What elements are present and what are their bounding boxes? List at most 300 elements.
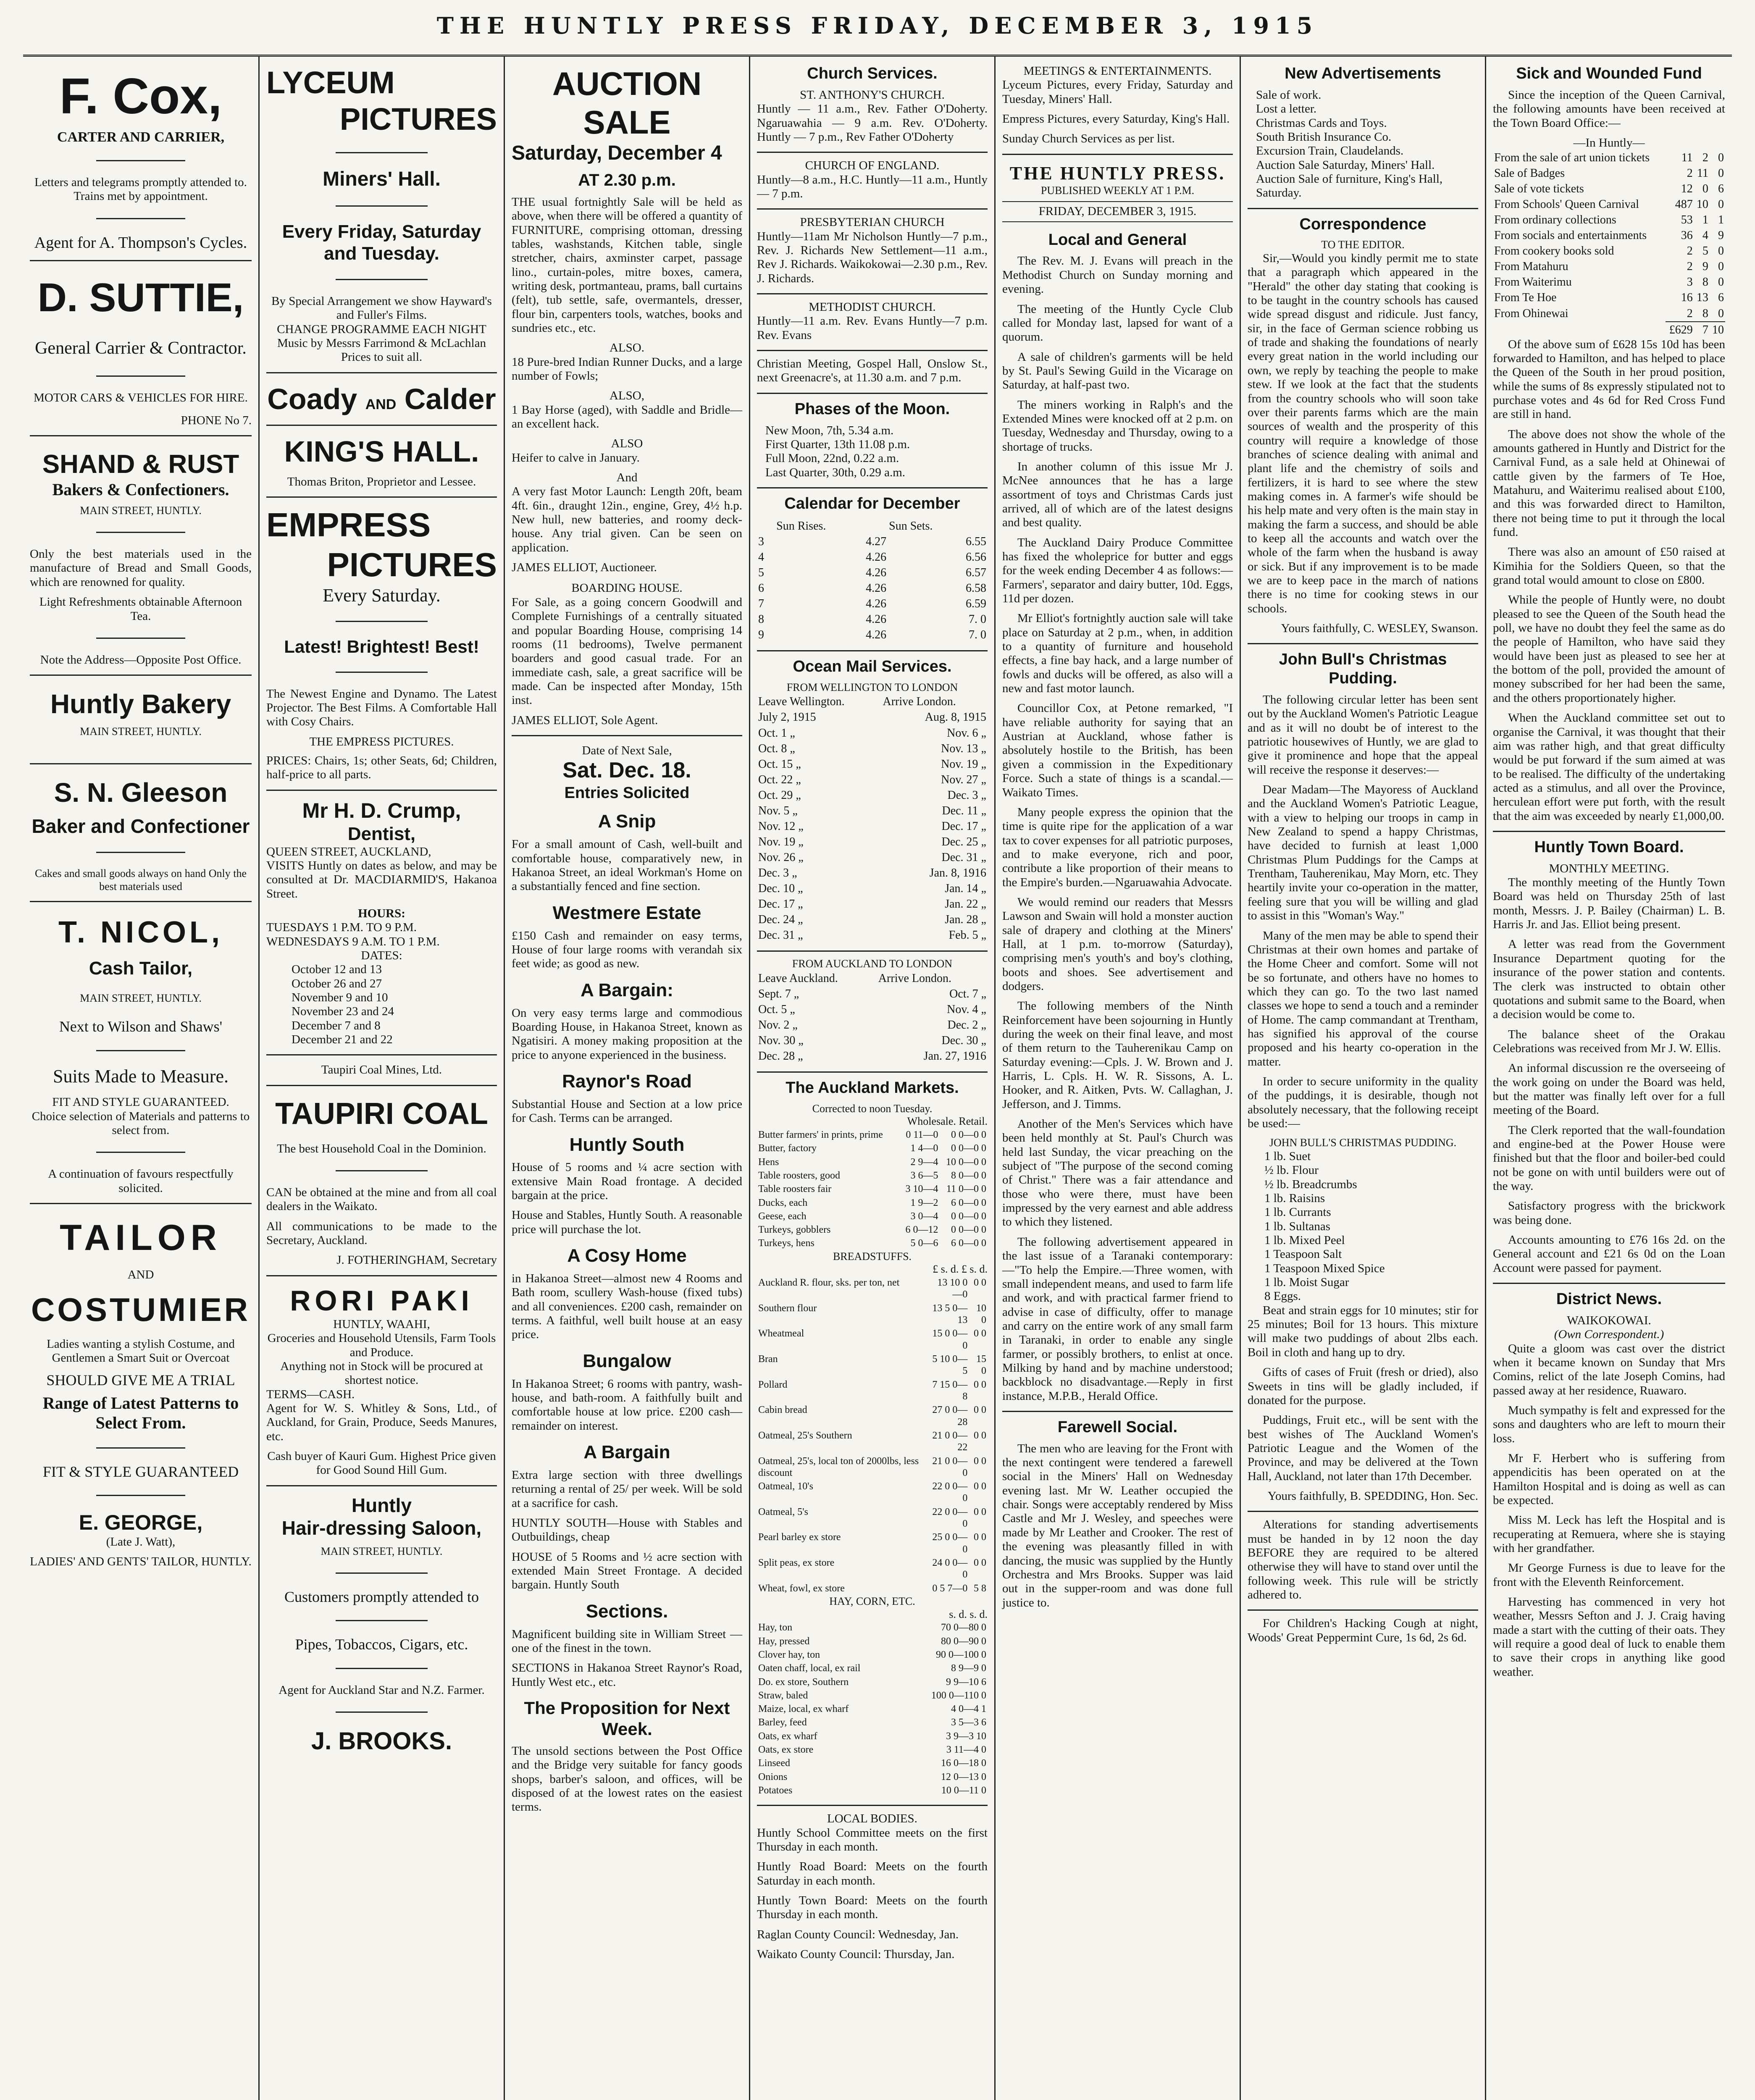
church-presbyterian-text: Huntly—11am Mr Nicholson Huntly—7 p.m., Rev. J. Richards New Settlement—11 a.m., Rev J. Richards. Waikokowai—2.30 p.m., Rev. J. Richards.: [757, 229, 988, 285]
mail-wellington: FROM WELLINGTON TO LONDON: [786, 681, 958, 693]
table-cell: 6.59: [966, 597, 986, 610]
table-cell: Aug. 8, 1915: [925, 711, 986, 724]
table-cell: 0 0: [974, 1430, 986, 1441]
table-row: [757, 881, 988, 896]
table-row: [757, 788, 988, 803]
rori-paki-agent: Agent for W. S. Whitley & Sons, Ltd., of Auckland, for Grain, Produce, Seeds Manures, etc.: [266, 1401, 497, 1443]
rori-paki-kauri: Cash buyer of Kauri Gum. Highest Price given for Good Sound Hill Gum.: [267, 1449, 496, 1477]
lyceum-pictures: PICTURES: [339, 102, 497, 137]
divider: [336, 152, 428, 153]
table-row: [1493, 306, 1725, 322]
taupiri-secretary: J. FOTHERINGHAM, Secretary: [336, 1253, 497, 1267]
cosy-title: A Cosy Home: [567, 1245, 687, 1266]
divider: [336, 621, 428, 622]
table-row: [757, 1142, 988, 1155]
table-cell: 7. 0: [969, 628, 986, 641]
divider: [336, 205, 428, 207]
church-methodist-text: Huntly—11 a.m. Rev. Evans Huntly—7 p.m. Rev. Evans: [757, 314, 988, 342]
divider: [30, 435, 252, 436]
table-row: [757, 1689, 988, 1702]
divider: [96, 1152, 185, 1153]
table-cell: 5 10 0—5: [932, 1354, 968, 1377]
column-5: [996, 57, 1241, 2100]
nicol-favours: A continuation of favours respectfully solicited.: [48, 1167, 234, 1195]
table-cell: Dec. 2 „: [947, 1018, 986, 1032]
table-cell: 6.57: [966, 566, 986, 579]
huntly-south-text: House of 5 rooms and ¼ acre section with extensive Main Road frontage. A decided bargain at the price.: [512, 1160, 742, 1202]
church-presbyterian: PRESBYTERIAN CHURCH: [757, 208, 988, 229]
markets-cols: Wholesale. Retail.: [907, 1115, 988, 1128]
divider: [96, 1495, 185, 1496]
coady-name: Coady: [267, 382, 357, 415]
sections-text: Magnificent building site in William Street — one of the finest in the town.: [512, 1627, 742, 1655]
lyceum-prices: Prices to suit all.: [341, 350, 423, 364]
table-row: [757, 627, 988, 643]
table-cell: 6 0—12: [905, 1224, 938, 1236]
george-late: (Late J. Watt),: [106, 1535, 176, 1549]
table-cell: 0 0: [974, 1557, 986, 1569]
press-sub: PUBLISHED WEEKLY AT 1 P.M.: [1040, 184, 1195, 197]
nicol-next: Next to Wilson and Shaws': [59, 1018, 223, 1035]
empress-prices: PRICES: Chairs, 1s; other Seats, 6d; Children, half-price to all parts.: [266, 753, 497, 782]
table-cell: Ducks, each: [758, 1197, 808, 1208]
table-cell: Oct. 7 „: [949, 987, 986, 1000]
table-cell: Nov. 13 „: [941, 742, 986, 755]
table-cell: 12 0—13 0: [941, 1771, 986, 1782]
table-cell: 0: [1718, 198, 1724, 211]
taupiri-best: The best Household Coal in the Dominion.: [277, 1142, 486, 1155]
table-row: [757, 1378, 988, 1404]
news-paragraph: In another column of this issue Mr J. McNee announces that he has a large assortment of toys and Christmas Cards just arrived, all of which are of the latest designs and best quality.: [1002, 459, 1233, 530]
table-cell: Nov. 30 „: [758, 1034, 804, 1047]
table-cell: 11: [1681, 151, 1693, 165]
table-row: [757, 1716, 988, 1729]
table-cell: 0 0—0 0: [951, 1129, 986, 1140]
table-header: Leave Wellington.: [758, 695, 845, 709]
table-cell: 5: [1702, 244, 1708, 258]
table-row: [757, 1048, 988, 1064]
nicol-choice: Choice selection of Materials and patterns to select from.: [32, 1109, 250, 1137]
table-row: [1493, 259, 1725, 274]
table-cell: 0 0: [974, 1481, 986, 1492]
table-row: [757, 1128, 988, 1142]
mail-auckland: FROM AUCKLAND TO LONDON: [757, 950, 988, 971]
table-cell: 3 9—3 10: [946, 1730, 986, 1742]
table-row: [757, 834, 988, 850]
church-anthony-text: Huntly — 11 a.m., Rev. Father O'Doherty. Ngaruawahia — 9 a.m. Rev. O'Doherty. Huntly — 7 p.m., Rev Father O'Doherty: [757, 102, 988, 144]
table-cell: 0 0: [974, 1532, 986, 1543]
table-cell: Nov. 6 „: [947, 726, 986, 740]
correspondence-sign: Yours faithfully, C. WESLEY, Swanson.: [1281, 622, 1478, 635]
total-pounds: £629: [1666, 322, 1694, 338]
shand-address: MAIN STREET, HUNTLY.: [80, 504, 202, 517]
new-ad-item: South British Insurance Co.: [1256, 130, 1392, 144]
town-board-paragraph: An informal discussion re the overseeing of the work going on under the Board was held, but the matter was finally left over for a full meeting of the Board.: [1493, 1061, 1725, 1117]
empress-latest: Latest! Brightest! Best!: [284, 637, 479, 656]
table-row: [757, 1276, 988, 1302]
divider: [512, 735, 742, 736]
table-cell: Sale of Badges: [1494, 167, 1565, 180]
table-cell: 4.26: [866, 612, 887, 626]
table-cell: Feb. 5 „: [948, 928, 986, 942]
moon-line: Last Quarter, 30th, 0.29 a.m.: [765, 465, 906, 479]
table-row: [1493, 181, 1725, 197]
table-cell: Nov. 26 „: [758, 850, 804, 864]
taupiri-text: CAN be obtained at the mine and from all coal dealers in the Waikato.: [266, 1185, 497, 1213]
table-row: [757, 1635, 988, 1648]
table-row: [757, 1662, 988, 1675]
table-cell: 0 0—0 0: [951, 1143, 986, 1154]
hay-table: [757, 1621, 988, 1797]
table-cell: Turkeys, gobblers: [758, 1224, 831, 1236]
crump-name: Mr H. D. Crump,: [302, 798, 461, 822]
kings-hall-text: Thomas Briton, Proprietor and Lessee.: [287, 475, 476, 488]
church-title: Church Services.: [807, 65, 938, 82]
pudding-paragraph: In order to secure uniformity in the quality of the puddings, it is desirable, though not absolutely necessary, that the following receipt be used:—: [1248, 1074, 1478, 1130]
recipe-item: 1 lb. Mixed Peel: [1264, 1234, 1345, 1247]
shand-name: SHAND & RUST: [42, 450, 239, 479]
hay-body: [757, 1621, 988, 1797]
hair-town: Huntly: [351, 1494, 412, 1516]
table-cell: 11: [1697, 167, 1708, 180]
tailor-and: AND: [127, 1268, 154, 1281]
divider: [30, 901, 252, 902]
table-cell: Sale of vote tickets: [1494, 182, 1584, 196]
table-row: [757, 518, 988, 534]
table-row: [757, 1327, 988, 1352]
table-cell: July 2, 1915: [758, 711, 816, 724]
district-paragraph: Much sympathy is felt and expressed for the sons and daughters who are left to mourn their loss.: [1493, 1403, 1725, 1445]
rori-paki-terms: TERMS—CASH.: [266, 1387, 355, 1401]
local-body-item: Huntly Road Board: Meets on the fourth Saturday in each month.: [757, 1860, 988, 1887]
total-pence: 10: [1710, 322, 1725, 338]
table-row: [757, 1454, 988, 1480]
table-cell: 9 9—10 6: [946, 1676, 986, 1688]
farewell-text: The men who are leaving for the Front with the next contingent were tendered a farewell social in the Miners' Hall on Wednesday evening last. Mr W. Leather occupied the chair. Songs were acceptably rendered by Miss Castle and Mr J. Wesley, and speeches were made by Mr Leather and Crooker. The rest of the evening was pleasantly filled in with dancing, the music was supplied by the Huntly Orchestra and Mrs Brooks. Supper was laid out in the supper-room and was done full justice to.: [1002, 1441, 1233, 1609]
table-cell: 70 0—80 0: [941, 1622, 986, 1633]
district-place: WAIKOKOWAI.: [1567, 1313, 1651, 1327]
gospel-meeting: Christian Meeting, Gospel Hall, Onslow St., next Greenacre's, at 11.30 a.m. and 7 p.m.: [757, 350, 988, 385]
cox-name: F. Cox,: [59, 68, 222, 124]
table-row: [757, 850, 988, 865]
total-shillings: 7: [1694, 322, 1710, 338]
table-cell: 11 0—0 0: [946, 1184, 986, 1195]
table-cell: Oats, ex wharf: [758, 1730, 817, 1742]
empress-pictures: PICTURES: [327, 546, 497, 583]
mail-body-2: [757, 986, 988, 1064]
table-row: [757, 1582, 988, 1595]
bakery-name: Huntly Bakery: [50, 689, 231, 719]
town-board-paragraph: Accounts amounting to £76 16s 2d. on the General account and £21 6s 0d on the Loan Account were passed for payment.: [1493, 1233, 1725, 1275]
masthead: THE HUNTLY PRESS FRIDAY, DECEMBER 3, 1915: [436, 12, 1319, 39]
date-item: October 12 and 13: [292, 963, 382, 976]
table-cell: 2: [1687, 167, 1693, 180]
news-paragraph: Another of the Men's Services which have been held monthly at St. Paul's Church was held last Sunday, the vicar preaching on the subject of "The purpose of the second coming of Christ." There was a fair attendance and those who were there, must have been impressed by the very earnest and able address to which they listened.: [1002, 1117, 1233, 1229]
table-header: Sun Rises.: [776, 519, 826, 533]
mail-table: [757, 694, 988, 943]
divider: [266, 1275, 497, 1276]
rori-paki-stock: Anything not in Stock will be procured at shortest notice.: [280, 1359, 483, 1387]
table-cell: 3: [1687, 276, 1693, 289]
westmere-title: Westmere Estate: [552, 902, 701, 923]
rori-paki-goods: Groceries and Household Utensils, Farm Tools and Produce.: [267, 1331, 496, 1359]
table-cell: 16: [1681, 291, 1693, 304]
cox-agent: Agent for A. Thompson's Cycles.: [34, 234, 247, 252]
calendar-title: Calendar for December: [757, 487, 988, 513]
table-cell: 3 5—3 6: [951, 1717, 986, 1728]
table-row: [757, 1017, 988, 1033]
auction-heifer: Heifer to calve in January.: [512, 451, 640, 465]
suttie-phone: PHONE No 7.: [181, 413, 252, 427]
news-paragraph: The Rev. M. J. Evans will preach in the Methodist Church on Sunday morning and evening.: [1002, 254, 1233, 296]
recipe-title: JOHN BULL'S CHRISTMAS PUDDING.: [1269, 1137, 1457, 1149]
table-row: [757, 1429, 988, 1454]
table-cell: 13 5 0—13: [932, 1302, 968, 1326]
crump-tuesday: TUESDAYS 1 P.M. TO 9 P.M.: [266, 921, 417, 934]
table-row: [757, 1770, 988, 1784]
nicol-name: T. NICOL,: [58, 915, 223, 949]
table-cell: 2: [1687, 307, 1693, 320]
bargain2-text: Extra large section with three dwellings returning a rental of 25/ per week. Will be sold at a sacrifice for cash.: [512, 1468, 742, 1510]
table-cell: Sept. 7 „: [758, 987, 799, 1000]
table-cell: 9: [758, 628, 764, 641]
pudding-paragraph: The following circular letter has been sent out by the Auckland Women's Patriotic League and as it will no doubt be of interest to the patriotic housewives of Huntly, we are glad to give it prominence and hope that the appeal will receive the response it deserves:—: [1248, 693, 1478, 777]
table-cell: 22 0 0—0: [932, 1481, 968, 1504]
divider: [336, 1712, 428, 1713]
raynor-title: Raynor's Road: [562, 1071, 692, 1092]
empress-every: Every Saturday.: [323, 585, 441, 606]
table-cell: 27 0 0—28: [932, 1404, 968, 1428]
table-cell: 487: [1675, 198, 1693, 211]
divider: [266, 372, 497, 373]
table-cell: 9: [1718, 229, 1724, 242]
table-row: [1493, 228, 1725, 243]
auction-day: Saturday, December 4: [512, 142, 722, 165]
table-cell: 24 0 0—0: [932, 1557, 968, 1580]
taupiri-small: Taupiri Coal Mines, Ltd.: [321, 1063, 442, 1077]
divider: [96, 532, 185, 533]
table-cell: From cookery books sold: [1494, 244, 1614, 258]
table-cell: From Ohinewai: [1494, 307, 1568, 320]
table-row: [757, 1155, 988, 1169]
table-row: [757, 612, 988, 627]
table-cell: 13 10 0—0: [937, 1277, 968, 1300]
divider: [96, 218, 185, 219]
table-row: [757, 534, 988, 549]
table-row: [1493, 197, 1725, 212]
table-cell: [757, 518, 775, 534]
divider: [96, 852, 185, 853]
taupiri-title: TAUPIRI COAL: [275, 1097, 488, 1131]
table-cell: 3 10—4: [905, 1184, 938, 1195]
church-anthony: ST. ANTHONY'S CHURCH.: [800, 88, 945, 102]
table-header: Leave Auckland.: [758, 971, 838, 985]
divider: [30, 260, 252, 261]
moon-line: First Quarter, 13th 11.08 p.m.: [765, 437, 910, 451]
george-name: E. GEORGE,: [79, 1510, 203, 1534]
table-cell: 6 0—0 0: [951, 1197, 986, 1208]
calendar-body: [757, 534, 988, 643]
table-row: [757, 912, 988, 927]
westmere-text: £150 Cash and remainder on easy terms, House of four large rooms with verandah six feet wide; as good as new.: [512, 929, 742, 971]
tailor-fit: FIT & STYLE GUARANTEED: [42, 1463, 239, 1480]
table-cell: 0 0: [974, 1404, 986, 1416]
table-row: [757, 1743, 988, 1756]
table-cell: 10 0—0 0: [946, 1156, 986, 1168]
recipe-item: 1 lb. Suet: [1264, 1150, 1311, 1163]
table-row: [1493, 322, 1725, 338]
divider: [266, 790, 497, 791]
local-body-item: Huntly School Committee meets on the first Thursday in each month.: [757, 1826, 988, 1854]
crump-dates: [266, 963, 497, 1047]
table-cell: Auckland R. flour, sks. per ton, net: [758, 1277, 900, 1289]
meetings-text2: Empress Pictures, every Saturday, King's Hall.: [1002, 112, 1230, 126]
table-cell: Bran: [758, 1354, 778, 1365]
table-cell: Linseed: [758, 1758, 790, 1769]
local-body-item: Waikato County Council: Thursday, Jan.: [757, 1948, 955, 1961]
table-row: [757, 1302, 988, 1327]
table-cell: Oaten chaff, local, ex rail: [758, 1663, 861, 1674]
table-cell: Hay, pressed: [758, 1635, 810, 1647]
pudding-paragraph: Dear Madam—The Mayoress of Auckland and the Auckland Women's Patriotic League, with a view to helping our troops in camp in New Zealand to spend a happy Christmas, have decided to furnish at least 1,000 Christmas Plum Puddings for the Camps at Trentham, Tauherenikau, May Morn, etc. They heartily invite your co-operation in the matter, feeling sure that you will be willing and glad to assist in this "Woman's Way.": [1248, 783, 1478, 923]
table-row: [1493, 150, 1725, 165]
auction-also: ALSO.: [610, 341, 644, 355]
news-paragraph: A sale of children's garments will be held by St. Paul's Sewing Guild in the Vicarage on Saturday, at half-past two.: [1002, 350, 1233, 392]
bargain2-title: A Bargain: [583, 1442, 670, 1463]
table-row: [757, 772, 988, 788]
auction-and: And: [616, 471, 638, 485]
table-row: [757, 565, 988, 580]
bakery-address: MAIN STREET, HUNTLY.: [80, 725, 202, 738]
table-cell: Oatmeal, 25's, local ton of 2000lbs, less discount: [758, 1455, 919, 1478]
table-cell: 0 0: [974, 1328, 986, 1339]
table-cell: Wheatmeal: [758, 1328, 804, 1339]
table-cell: 6.58: [966, 581, 986, 595]
table-row: [757, 694, 988, 709]
lyceum-change: CHANGE PROGRAMME EACH NIGHT: [277, 322, 486, 336]
boarding-title: BOARDING HOUSE.: [571, 581, 683, 595]
lyceum-hall: Miners' Hall.: [323, 168, 441, 190]
empress-text: The Newest Engine and Dynamo. The Latest Projector. The Best Films. A Comfortable Hall with Cosy Chairs.: [266, 687, 497, 729]
table-cell: 53: [1681, 213, 1693, 227]
table-cell: From Schools' Queen Carnival: [1494, 198, 1639, 211]
table-row: [757, 1730, 988, 1743]
table-row: [757, 741, 988, 756]
press-date: FRIDAY, DECEMBER 3, 1915.: [1002, 201, 1233, 222]
date-item: November 23 and 24: [292, 1005, 394, 1018]
hay-cols: s. d. s. d.: [949, 1608, 988, 1620]
table-cell: Nov. 19 „: [941, 757, 986, 771]
table-cell: 5 8: [974, 1583, 986, 1594]
table-cell: 3 6—5: [910, 1170, 938, 1181]
correspondence-title: Correspondence: [1248, 208, 1478, 234]
moon-list: [757, 424, 988, 480]
breadstuffs-cols: £ s. d. £ s. d.: [933, 1263, 988, 1276]
table-cell: 21 0 0—22: [932, 1430, 968, 1453]
town-board-paragraph: A letter was read from the Government Insurance Department quoting for the insurance of the power station and contents. The clerk was instructed to obtain other quotations and submit same to the Board, when a decision would be come to.: [1493, 937, 1725, 1021]
column-3: [505, 57, 750, 2100]
table-cell: 10: [1696, 198, 1708, 211]
divider: [336, 279, 428, 280]
recipe-list: [1248, 1150, 1478, 1304]
table-row: [757, 819, 988, 834]
table-cell: 4.26: [866, 597, 887, 610]
table-row: [757, 896, 988, 912]
divider: [266, 1085, 497, 1086]
table-cell: 6: [758, 581, 764, 595]
divider: [96, 638, 185, 639]
news-paragraph: The following advertisement appeared in the last issue of a Taranaki contemporary:—"To help the Empire.—Three women, with small independent means, and used to farm life and work, and with practical farmer friend to advise in case of difficulty, offer to manage and carry on the entire work of any small farm in Taranaki, in order to enable any single farmer, or possibly brothers, to enlist at once. Milking by hand and by machine understood; backblock no disadvantage.—Reply in first instance, M.P.B., Herald Office.: [1002, 1235, 1233, 1403]
table-cell: 0: [1718, 307, 1724, 320]
shand-text: Only the best materials used in the manufacture of Bread and Small Goods, which are renowned for quality.: [30, 547, 252, 589]
sick-fund-paragraph: While the people of Huntly were, no doubt pleased to see the Queen of the South head the poll, we have no doubt they feel the same as do the people of Hamilton, who have said they would have been just as pleased to see her at the bottom of the poll, provided the amount of money subscribed for her had been the same, and the others proportionately higher.: [1493, 593, 1725, 705]
table-cell: Barley, feed: [758, 1717, 807, 1728]
table-cell: Nov. 5 „: [758, 804, 798, 817]
auction-text: THE usual fortnightly Sale will be held as above, when there will be offered a quantity of FURNITURE, comprising ottoman, dressing tables, washstands, Kitchen table, single stretcher, chairs, axminster carpet, passage lino., curtain-poles, mitre boxes, camera, writing desk, portmanteau, prams, ball curtains (felt), tub settle, safe, overmantels, dresser, flour bin, carpenters tools, watches, books and sundries etc., etc.: [512, 195, 742, 335]
snip-title: A Snip: [598, 811, 656, 832]
new-ad-item: Lost a letter.: [1256, 102, 1317, 116]
table-row: [1493, 274, 1725, 290]
recipe-item: 1 lb. Moist Sugar: [1264, 1276, 1349, 1289]
news-paragraph: The following members of the Ninth Reinforcement have been sojourning in Huntly during the week on their final leave, and most of them return to the Tauherenikau Camp on Saturday evening:—Cpls. J. W. Brown and J. Harris, L. Cpls. H. W. R. Sissons, A. L. Hooker, and R. Aitken, Pvts. W. Callaghan, J. Jefferson, and J. Timms.: [1002, 999, 1233, 1111]
new-ad-item: Christmas Cards and Toys.: [1256, 116, 1387, 130]
table-row: [757, 1352, 988, 1378]
table-cell: 7. 0: [969, 612, 986, 626]
table-cell: Dec. 31 „: [941, 850, 986, 864]
table-cell: 3 0—4: [910, 1210, 938, 1222]
table-row: [757, 971, 988, 986]
table-cell: Split peas, ex store: [758, 1557, 835, 1569]
crump-dates-heading: DATES:: [361, 948, 402, 962]
table-cell: From ordinary collections: [1494, 213, 1616, 227]
recipe-item: 1 lb. Sultanas: [1264, 1219, 1331, 1233]
moon-title: Phases of the Moon.: [757, 393, 988, 419]
sections-title: Sections.: [586, 1601, 668, 1622]
pudding-title: John Bull's Christmas Pudding.: [1248, 643, 1478, 688]
divider: [96, 160, 185, 161]
table-cell: 8: [758, 612, 764, 626]
table-cell: Nov. 27 „: [941, 773, 986, 786]
date-item: October 26 and 27: [292, 976, 382, 990]
table-row: [757, 1756, 988, 1770]
next-sale-date: Sat. Dec. 18.: [562, 758, 691, 783]
recipe-item: ½ lb. Flour: [1264, 1163, 1319, 1177]
table-cell: Oats, ex store: [758, 1744, 814, 1756]
bargain-text: On very easy terms large and commodious Boarding House, in Hakanoa Street, known as Ngatisiri. A money making proposition at the price to anyone experienced in the business.: [512, 1006, 742, 1062]
nicol-suits: Suits Made to Measure.: [53, 1066, 229, 1087]
table-cell: 1 4—0: [910, 1143, 938, 1154]
sick-fund-title: Sick and Wounded Fund: [1516, 65, 1702, 82]
tailor-title: TAILOR: [60, 1218, 222, 1258]
auction-title: AUCTION SALE: [552, 65, 702, 141]
divider: [96, 1050, 185, 1051]
empress-name: THE EMPRESS PICTURES.: [309, 735, 454, 748]
breadstuffs-title: BREADSTUFFS.: [833, 1250, 912, 1263]
crump-wednesday: WEDNESDAYS 9 A.M. TO 1 P.M.: [266, 934, 440, 948]
table-cell: Nov. 2 „: [758, 1018, 798, 1032]
table-cell: 8 9—9 0: [951, 1663, 986, 1674]
table-cell: Hay, ton: [758, 1622, 793, 1633]
pudding-paragraph: Puddings, Fruit etc., will be sent with the best wishes of The Auckland Women's Patriotic League and the Women of the Province, and may be delivered at the Town Hall, Auckland, not later than 17th December.: [1248, 1413, 1478, 1483]
empress-title: EMPRESS: [266, 506, 431, 544]
mail-body: [757, 709, 988, 942]
table-cell: Onions: [758, 1771, 788, 1782]
recipe-item: 1 lb. Currants: [1264, 1205, 1331, 1219]
brooks-name: J. BROOKS.: [311, 1727, 452, 1755]
date-item: December 21 and 22: [292, 1032, 393, 1046]
table-cell: 12: [1681, 182, 1693, 196]
district-news-body: [1493, 1342, 1725, 1680]
